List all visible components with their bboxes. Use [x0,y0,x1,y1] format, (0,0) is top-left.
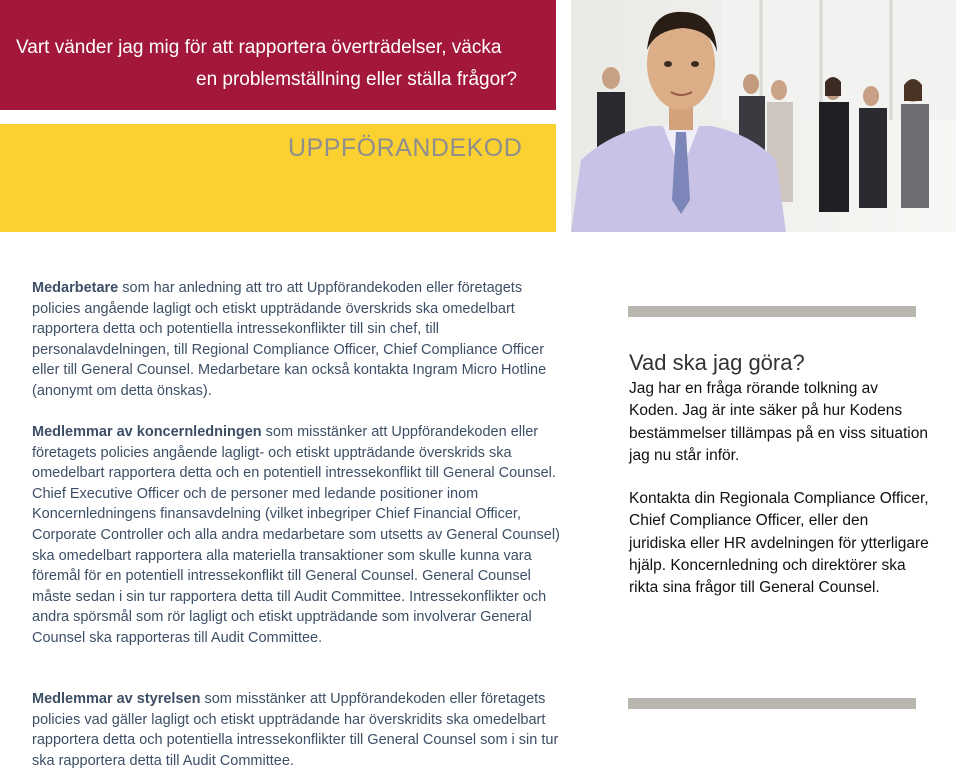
code-title: UPPFÖRANDEKOD [288,134,523,162]
paragraph-employees [32,278,562,402]
banner-line-2: en problemställning eller ställa frågor? [196,69,518,90]
sidebar-title: Vad ska jag göra? [629,350,805,375]
paragraph-employees-text: som har anledning att tro att Uppförandekoden eller företagets policies angående lagligt och etiskt uppträdande överskrids ska omedelbart rapportera detta och potentiella intressekonflikter till sin chef, till personalavdelningen, till Regional Compliance Officer, Chief Compliance Officer eller till General Counsel. Medarbetare kan också kontakta Ingram Micro Hotline (anonymt om detta önskas). [32,280,547,399]
sidebar-question: Jag har en fråga rörande tolkning av Koden. Jag är inte säker på hur Kodens bestämmelser tillämpas på en viss situation jag nu står inför. [629,380,928,464]
paragraph-board [32,689,562,771]
paragraph-board-text: som misstänker att Uppförandekoden eller företagets policies vad gäller lagligt och etiskt uppträdande har överskridits ska omedelbart rapportera detta och potentiella intressekonflikter till General Counsel som i sin tur ska rapportera detta till Audit Committee. [32,691,559,769]
sidebar-answer: Kontakta din Regionala Compliance Officer, Chief Compliance Officer, eller den juridiska eller HR avdelningen för ytterligare hjälp. Koncernledning och direktörer ska rikta sina frågor till General Counsel. [629,490,929,597]
paragraph-management-text: som misstänker att Uppförandekoden eller företagets policies angående lagligt- och etiskt uppträdande överskrids ska omedelbart rapportera detta och en potentiell intressekonflikt till General Counsel. Chief Executive Officer och de personer med ledande positioner inom Koncernledningens finansavdelning (vilket inbegriper Chief Financial Officer, Corporate Controller och alla andra medarbetare som utsetts av General Counsel) ska omedelbart rapportera alla materiella transaktioner som skulle kunna vara föremål för en potentiell intressekonflikt till General Counsel. General Counsel måste sedan i sin tur rapportera detta till Audit Committee. Intressekonflikter och andra spörsmål som rör lagligt och etiskt uppträdande som involverar General Counsel ska rapporteras till Audit Committee. [32,424,560,646]
paragraph-board-lead: Medlemmar av styrelsen [32,691,201,707]
business-team-photo [571,0,956,232]
paragraph-employees-lead: Medarbetare [32,280,119,296]
paragraph-management-lead: Medlemmar av koncernledningen [32,424,262,440]
paragraph-management [32,422,562,649]
sidebar-divider-top [628,306,916,317]
sidebar-divider-bottom [628,698,916,709]
header-banner [0,0,556,110]
banner-line-1: Vart vänder jag mig för att rapportera överträdelser, väcka [16,37,502,58]
code-title-box [0,124,556,232]
